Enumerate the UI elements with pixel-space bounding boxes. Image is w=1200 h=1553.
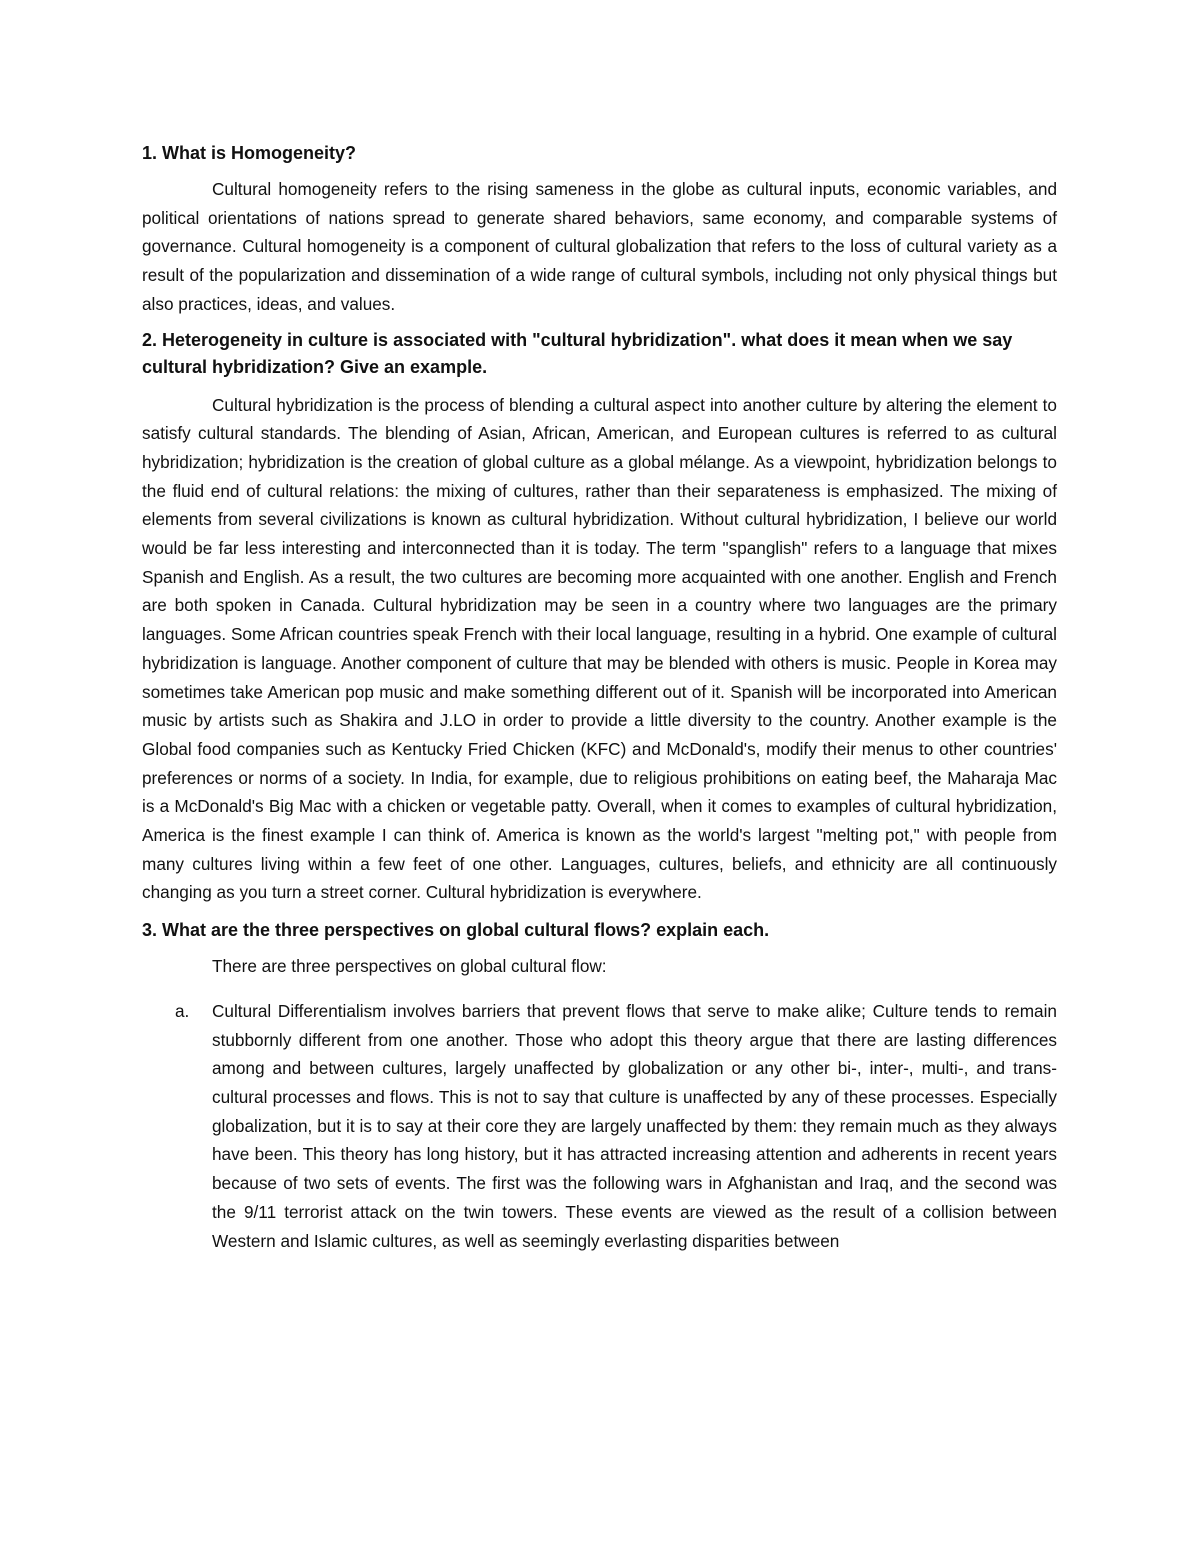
document-page bbox=[142, 140, 1057, 1255]
list-item-text: Cultural Differentialism involves barriers that prevent flows that serve to make alike; Culture tends to remain stubbornly different from one another. Those who adopt this theory argue that there are lasting differences among and between cultures, largely unaffected by globalization or any other bi-, inter-, multi-, and trans-cultural processes and flows. This is not to say that culture is unaffected by any of these processes. Especially globalization, but it is to say at their core they are largely unaffected by them: they remain much as they always have been. This theory has long history, but it has attracted increasing attention and adherents in recent years because of two sets of events. The first was the following wars in Afghanistan and Iraq, and the second was the 9/11 terrorist attack on the twin towers. These events are viewed as the result of a collision between Western and Islamic cultures, as well as seemingly everlasting disparities between bbox=[212, 1000, 1057, 1251]
question-2-heading: 2. Heterogeneity in culture is associated with "cultural hybridization". what does it mean when we say cultural hybridization? Give an example. bbox=[142, 329, 1013, 377]
question-3-intro: There are three perspectives on global cultural flow: bbox=[212, 956, 607, 977]
question-3-heading: 3. What are the three perspectives on global cultural flows? explain each. bbox=[142, 920, 770, 941]
question-2-answer: Cultural hybridization is the process of blending a cultural aspect into another culture by altering the element to satisfy cultural standards. The blending of Asian, African, American, and European cultures is referred to as cultural hybridization; hybridization is the creation of global culture as a global mélange. As a viewpoint, hybridization belongs to the fluid end of cultural relations: the mixing of cultures, rather than their separateness is emphasized. The mixing of elements from several civilizations is known as cultural hybridization. Without cultural hybridization, I believe our world would be far less interesting and interconnected than it is today. The term "spanglish" refers to a language that mixes Spanish and English. As a result, the two cultures are becoming more acquainted with one another. English and French are both spoken in Canada. Cultural hybridization may be seen in a country where two languages are the primary languages. Some African countries speak French with their local language, resulting in a hybrid. One example of cultural hybridization is language. Another component of culture that may be blended with others is music. People in Korea may sometimes take American pop music and make something different out of it. Spanish will be incorporated into American music by artists such as Shakira and J.LO in order to provide a little diversity to the country. Another example is the Global food companies such as Kentucky Fried Chicken (KFC) and McDonald's, modify their menus to other countries' preferences or norms of a society. In India, for example, due to religious prohibitions on eating beef, the Maharaja Mac is a McDonald's Big Mac with a chicken or vegetable patty. Overall, when it comes to examples of cultural hybridization, America is the finest example I can think of. America is known as the world's largest "melting pot," with people from many cultures living within a few feet of one other. Languages, cultures, beliefs, and ethnicity are all continuously changing as you turn a street corner. Cultural hybridization is everywhere. bbox=[142, 394, 1057, 903]
question-1-answer: Cultural homogeneity refers to the rising sameness in the globe as cultural inputs, economic variables, and political orientations of nations spread to generate shared behaviors, same economy, and comparable systems of governance. Cultural homogeneity is a component of cultural globalization that refers to the loss of cultural variety as a result of the popularization and dissemination of a wide range of cultural symbols, including not only physical things but also practices, ideas, and values. bbox=[142, 179, 1057, 314]
question-1-heading: 1. What is Homogeneity? bbox=[142, 143, 357, 163]
list-marker: a. bbox=[175, 1000, 190, 1021]
perspective-list-item-a bbox=[142, 997, 1057, 1255]
